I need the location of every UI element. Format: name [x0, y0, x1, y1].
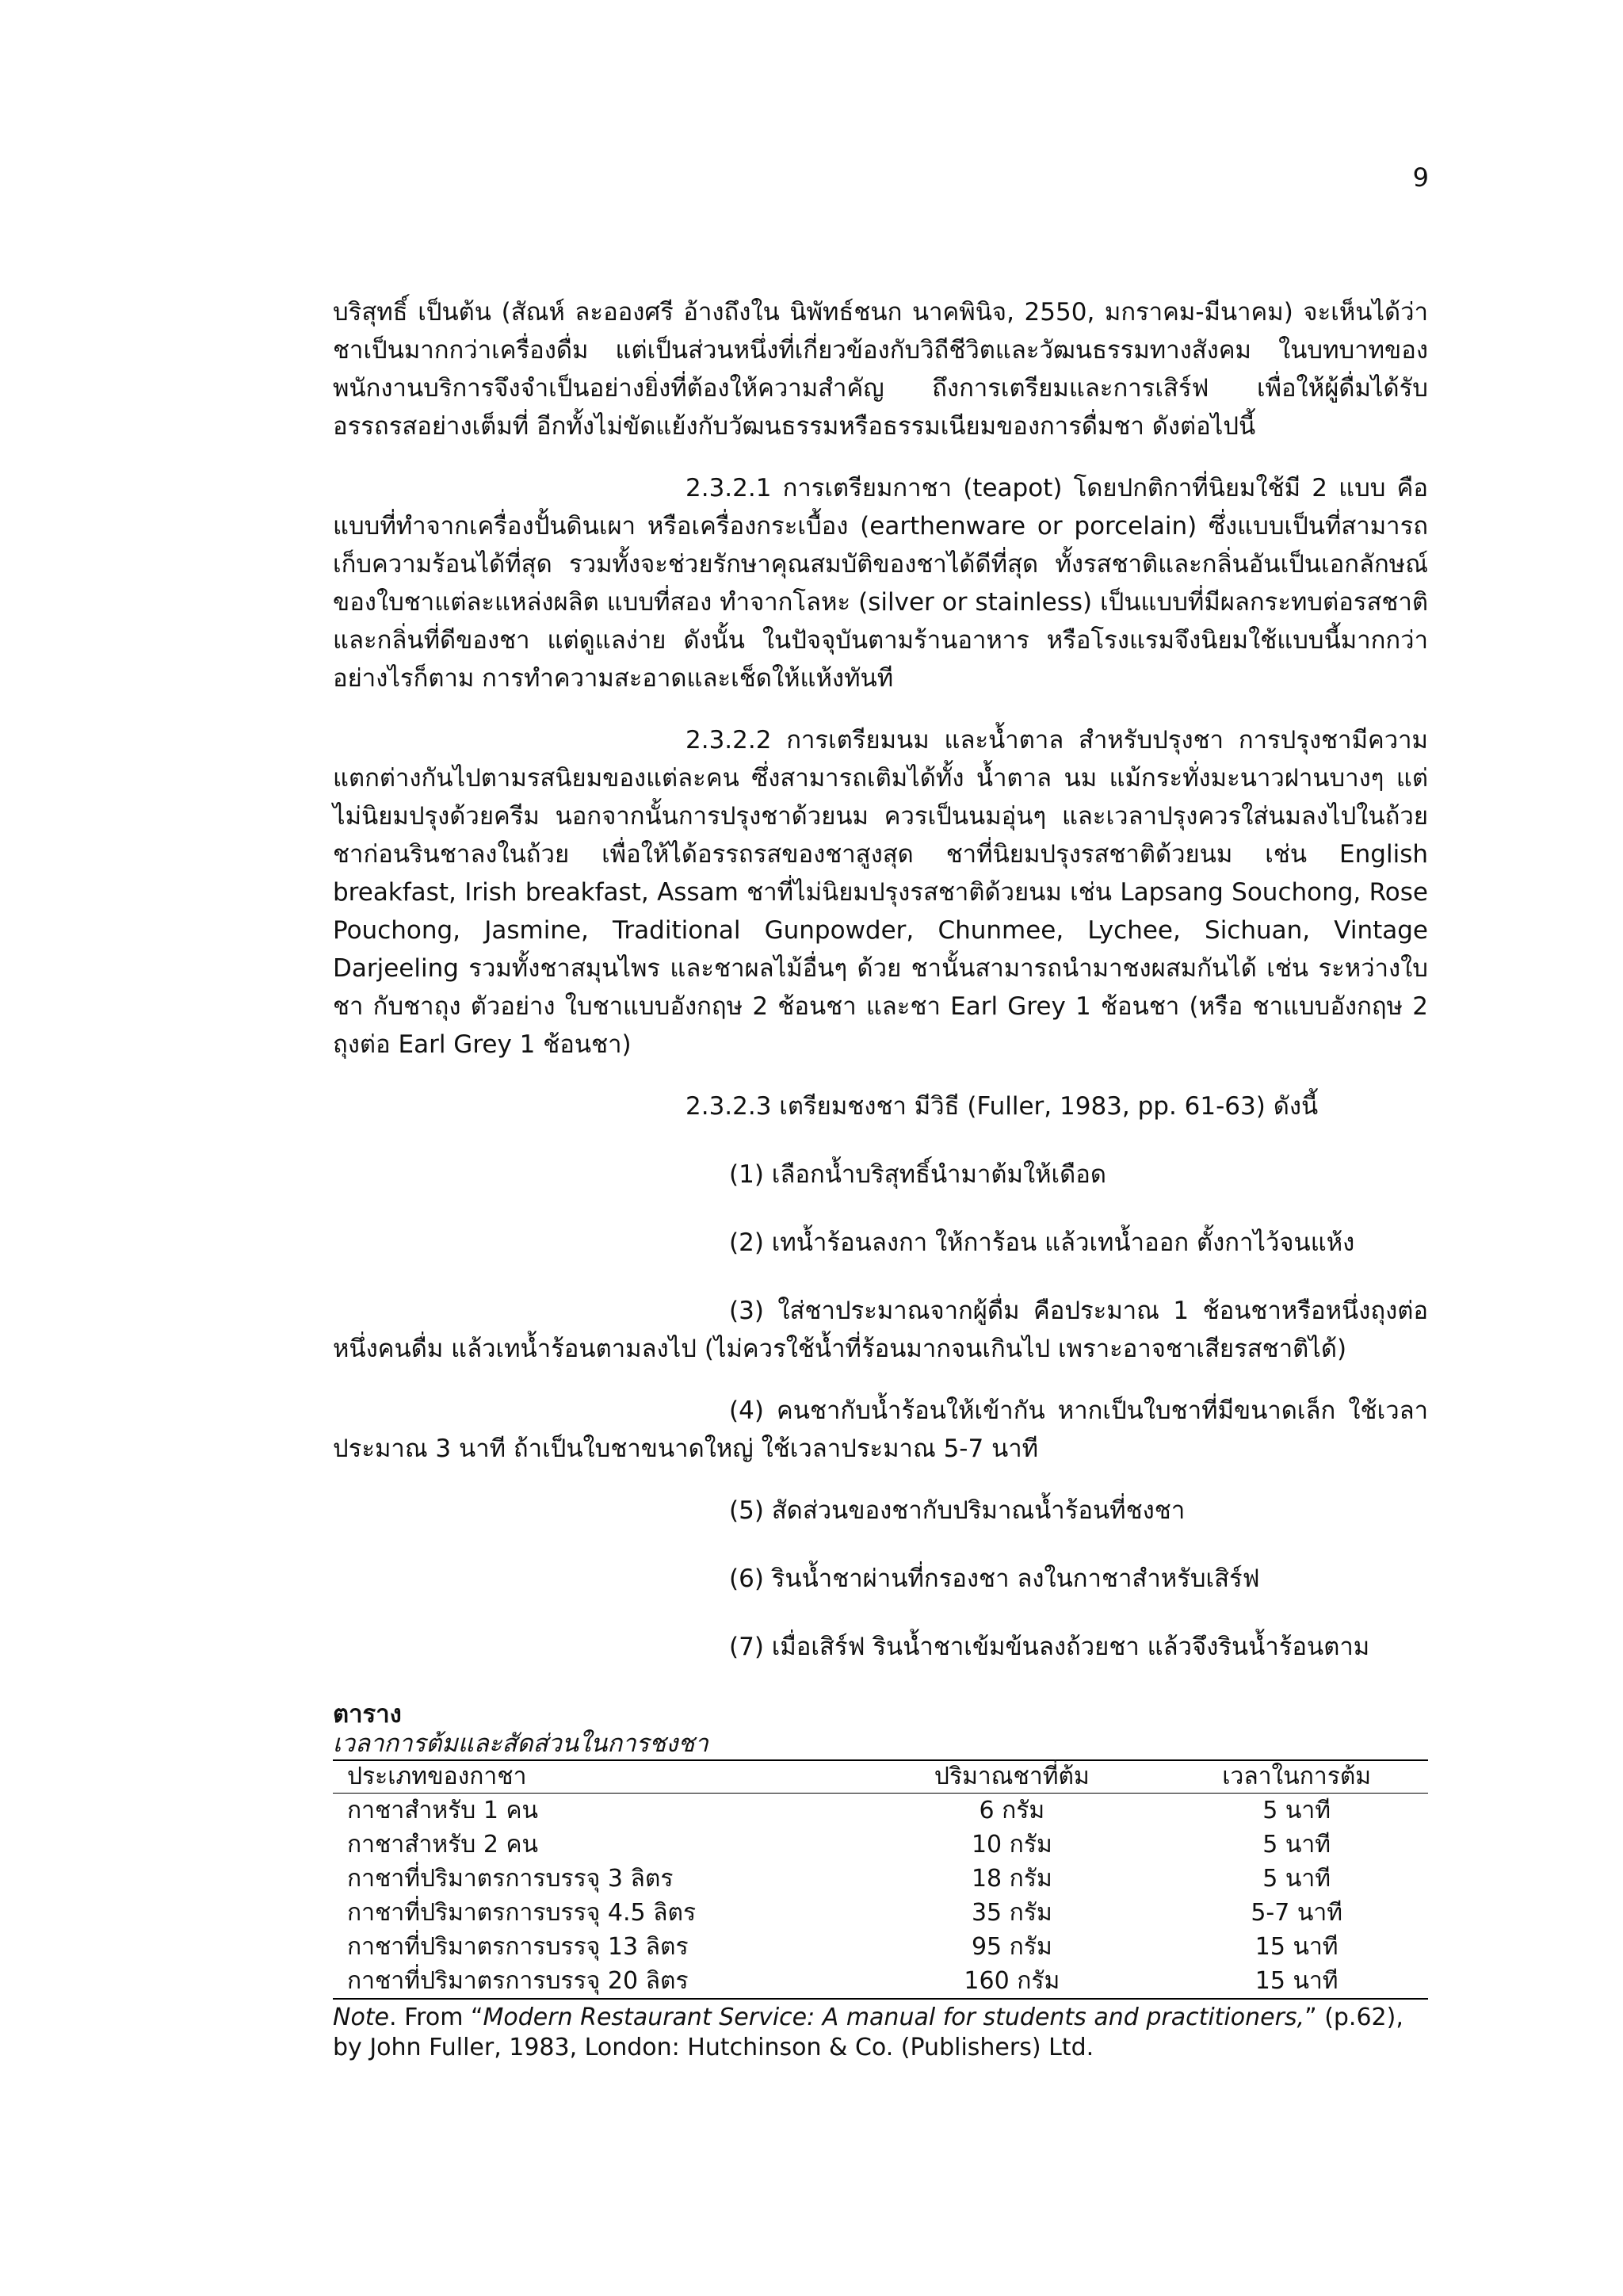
- table-row: [333, 1862, 1428, 1896]
- table-caption: เวลาการต้มและสัดส่วนในการชงชา: [333, 1729, 708, 1758]
- paragraph-intro-continuation: บริสุทธิ์ เป็นต้น (สัณห์ ละอองศรี อ้างถึงใน นิพัทธ์ชนก นาคพินิจ, 2550, มกราคม-มีนาคม) จะเห็นได้ว่า ชาเป็นมากกว่าเครื่องดื่ม แต่เป็นส่วนหนึ่งที่เกี่ยวข้องกับวิถีชีวิตและวัฒนธรรมทางสังคม ในบทบาทของพนักงานบริการจึงจำเป็นอย่างยิ่งที่ต้องให้ความสำคัญ ถึงการเตรียมและการเสิร์ฟ เพื่อให้ผู้ดื่มได้รับอรรถรสอย่างเต็มที่ อีกทั้งไม่ขัดแย้งกับวัฒนธรรมหรือธรรมเนียมของการดื่มชา ดังต่อไปนี้: [333, 298, 1428, 441]
- table-section: [333, 1699, 1428, 2063]
- paragraph-brewing-method: 2.3.2.3 เตรียมชงชา มีวิธี (Fuller, 1983, pp. 61-63) ดังนี้: [685, 1092, 1319, 1121]
- page-number: 9: [1412, 162, 1429, 193]
- table-row: [333, 1794, 1428, 1828]
- cell-teapot-type: กาชาที่ปริมาตรการบรรจุ 4.5 ลิตร: [347, 1899, 697, 1927]
- brewing-table: [333, 1759, 1428, 2000]
- note-prefix: . From “: [389, 2004, 483, 2031]
- note-lead: Note: [333, 2004, 390, 2031]
- table-note: [333, 2003, 1428, 2063]
- document-body: [333, 293, 1428, 2063]
- step-4: (4) คนชากับน้ำร้อนให้เข้ากัน หากเป็นใบชาที่มีขนาดเล็ก ใช้เวลาประมาณ 3 นาที ถ้าเป็นใบชาขนาดใหญ่ ใช้เวลาประมาณ 5-7 นาที: [333, 1396, 1428, 1463]
- cell-brew-time: 15 นาที: [1254, 1967, 1338, 1995]
- cell-brew-time: 5-7 นาที: [1251, 1899, 1342, 1927]
- note-source-title: Modern Restaurant Service: A manual for students and practitioners,: [483, 2004, 1305, 2031]
- step-7: (7) เมื่อเสิร์ฟ รินน้ำชาเข้มข้นลงถ้วยชา แล้วจึงรินน้ำร้อนตาม: [729, 1633, 1370, 1661]
- cell-tea-amount: 95 กรัม: [971, 1933, 1052, 1961]
- column-header-teapot-type: ประเภทของกาชา: [333, 1760, 858, 1794]
- step-3: (3) ใส่ชาประมาณจากผู้ดื่ม คือประมาณ 1 ช้อนชาหรือหนึ่งถุงต่อหนึ่งคนดื่ม แล้วเทน้ำร้อนตามลงไป (ไม่ควรใช้น้ำที่ร้อนมากจนเกินไป เพราะอาจชาเสียรสชาติได้): [333, 1297, 1428, 1363]
- cell-tea-amount: 18 กรัม: [971, 1865, 1052, 1893]
- cell-brew-time: 15 นาที: [1254, 1933, 1338, 1961]
- cell-teapot-type: กาชาที่ปริมาตรการบรรจุ 3 ลิตร: [347, 1865, 674, 1893]
- cell-brew-time: 5 นาที: [1262, 1865, 1331, 1893]
- paragraph-teapot-preparation: 2.3.2.1 การเตรียมกาชา (teapot) โดยปกติกาที่นิยมใช้มี 2 แบบ คือ แบบที่ทำจากเครื่องปั้นดินเผา หรือเครื่องกระเบื้อง (earthenware or porcelain) ซึ่งแบบเป็นที่สามารถเก็บความร้อนได้ที่สุด รวมทั้งจะช่วยรักษาคุณสมบัติของชาได้ดีที่สุด ทั้งรสชาติและกลิ่นอันเป็นเอกลักษณ์ของใบชาแต่ละแหล่งผลิต แบบที่สอง ทำจากโลหะ (silver or stainless) เป็นแบบที่มีผลกระทบต่อรสชาติและกลิ่นที่ดีของชา แต่ดูแลง่าย ดังนั้น ในปัจจุบันตามร้านอาหาร หรือโรงแรมจึงนิยมใช้แบบนี้มากกว่า อย่างไรก็ตาม การทำความสะอาดและเช็ดให้แห้งทันที: [333, 474, 1428, 693]
- cell-brew-time: 5 นาที: [1262, 1831, 1331, 1859]
- step-6: (6) รินน้ำชาผ่านที่กรองชา ลงในกาชาสำหรับเสิร์ฟ: [729, 1564, 1260, 1593]
- cell-teapot-type: กาชาสำหรับ 2 คน: [347, 1831, 539, 1859]
- table-row: [333, 1896, 1428, 1930]
- step-5: (5) สัดส่วนของชากับปริมาณน้ำร้อนที่ชงชา: [729, 1496, 1186, 1525]
- cell-teapot-type: กาชาที่ปริมาตรการบรรจุ 13 ลิตร: [347, 1933, 689, 1961]
- cell-tea-amount: 6 กรัม: [979, 1797, 1045, 1824]
- table-row: [333, 1828, 1428, 1862]
- table-row: [333, 1930, 1428, 1964]
- cell-tea-amount: 160 กรัม: [964, 1967, 1060, 1995]
- cell-teapot-type: กาชาที่ปริมาตรการบรรจุ 20 ลิตร: [347, 1967, 689, 1995]
- table-row: [333, 1964, 1428, 1999]
- note-suffix: ” (p.62), by John Fuller, 1983, London: Hutchinson & Co. (Publishers) Ltd.: [333, 2004, 1403, 2061]
- cell-teapot-type: กาชาสำหรับ 1 คน: [347, 1797, 539, 1824]
- table-header-row: [333, 1760, 1428, 1794]
- table-label: ตาราง: [333, 1700, 402, 1729]
- paragraph-milk-sugar-preparation: 2.3.2.2 การเตรียมนม และน้ำตาล สำหรับปรุงชา การปรุงชามีความแตกต่างกันไปตามรสนิยมของแต่ละคน ซึ่งสามารถเติมได้ทั้ง น้ำตาล นม แม้กระทั่งมะนาวฝานบางๆ แต่ไม่นิยมปรุงด้วยครีม นอกจากนั้นการปรุงชาด้วยนม ควรเป็นนมอุ่นๆ และเวลาปรุงควรใส่นมลงไปในถ้วยชาก่อนรินชาลงในถ้วย เพื่อให้ได้อรรถรสของชาสูงสุด ชาที่นิยมปรุงรสชาติด้วยนม เช่น English breakfast, Irish breakfast, Assam ชาที่ไม่นิยมปรุงรสชาติด้วยนม เช่น Lapsang Souchong, Rose Pouchong, Jasmine, Traditional Gunpowder, Chunmee, Lychee, Sichuan, Vintage Darjeeling รวมทั้งชาสมุนไพร และชาผลไม้อื่นๆ ด้วย ชานั้นสามารถนำมาชงผสมกันได้ เช่น ระหว่างใบชา กับชาถุง ตัวอย่าง ใบชาแบบอังกฤษ 2 ช้อนชา และชา Earl Grey 1 ช้อนชา (หรือ ชาแบบอังกฤษ 2 ถุงต่อ Earl Grey 1 ช้อนชา): [333, 726, 1428, 1059]
- cell-tea-amount: 10 กรัม: [971, 1831, 1052, 1859]
- step-2: (2) เทน้ำร้อนลงกา ให้การ้อน แล้วเทน้ำออก ตั้งกาไว้จนแห้ง: [729, 1228, 1355, 1257]
- cell-tea-amount: 35 กรัม: [971, 1899, 1052, 1927]
- column-header-brew-time: เวลาในการต้ม: [1165, 1760, 1428, 1794]
- cell-brew-time: 5 นาที: [1262, 1797, 1331, 1824]
- step-1: (1) เลือกน้ำบริสุทธิ์นำมาต้มให้เดือด: [729, 1160, 1107, 1189]
- column-header-tea-amount: ปริมาณชาที่ต้ม: [858, 1760, 1165, 1794]
